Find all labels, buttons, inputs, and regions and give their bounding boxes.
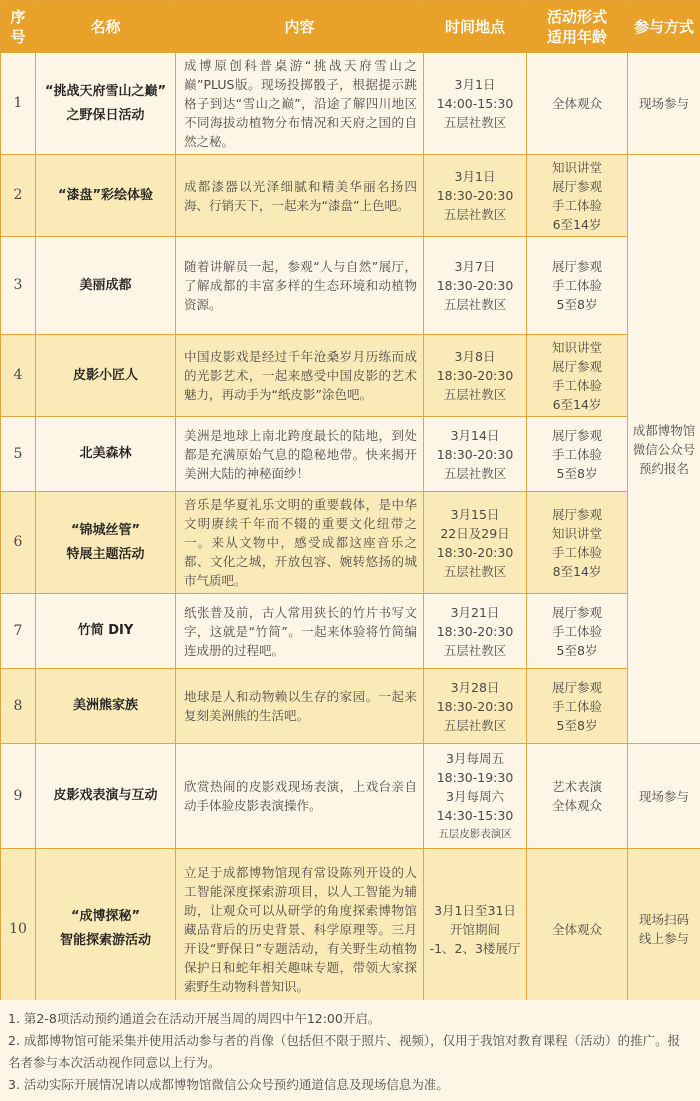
cell-line: 3月1日 — [454, 169, 496, 184]
cell-line: 手工体验 — [551, 698, 602, 714]
cell-line: 现场参与 — [638, 788, 689, 804]
activity-time-location — [424, 237, 527, 335]
participation-mode — [628, 849, 700, 1010]
cell-line: 智能探索游活动 — [59, 933, 151, 948]
row-number: 7 — [1, 594, 36, 669]
cell-line: 手工体验 — [551, 544, 602, 560]
table-row — [1, 155, 700, 237]
activity-form-age — [527, 335, 628, 417]
cell-line: 手工体验 — [551, 197, 602, 213]
activity-time-location — [424, 594, 527, 669]
cell-line: 5至8岁 — [556, 642, 598, 658]
cell-line: 开馆期间 — [449, 921, 500, 937]
activity-content: 音乐是华夏礼乐文明的重要载体，是中华文明赓续千年而不辍的重要文化纽带之一。来从文物中，感受成都这座音乐之都、文化之城，开放包容、婉转悠扬的城市气质吧。 — [176, 492, 424, 594]
activity-time-location — [424, 335, 527, 417]
cell-line: 五层社教区 — [443, 207, 507, 222]
activity-content: 成都漆器以光泽细腻和精美华丽名扬四海、行销天下，一起来为“漆盘”上色吧。 — [176, 155, 424, 237]
cell-line: 皮影小匠人 — [72, 367, 138, 383]
cell-line: 手工体验 — [551, 623, 602, 639]
activity-time-location — [424, 53, 527, 155]
row-number: 5 — [1, 417, 36, 492]
activity-time-location — [424, 417, 527, 492]
row-number: 8 — [1, 669, 36, 744]
activity-name — [36, 744, 176, 849]
activity-form-age — [527, 669, 628, 744]
cell-line: 3月15日 — [450, 506, 500, 522]
activity-name — [36, 237, 176, 335]
cell-line: 手工体验 — [551, 377, 602, 393]
activity-name — [36, 155, 176, 237]
table-row — [1, 53, 700, 155]
row-number: 4 — [1, 335, 36, 417]
cell-line: 3月每周五 — [446, 750, 504, 766]
activity-form-age — [527, 492, 628, 594]
row-number: 1 — [1, 53, 36, 155]
activity-time-location — [424, 744, 527, 849]
activity-form-age — [527, 53, 628, 155]
cell-line: 五层社教区 — [443, 563, 507, 579]
table-row — [1, 744, 700, 849]
cell-line: 8至14岁 — [552, 563, 602, 579]
activity-name — [36, 849, 176, 1010]
cell-line: “漆盘”彩绘体验 — [57, 187, 154, 203]
header-form: 活动形式 适用年龄 — [527, 1, 628, 53]
cell-line: “挑战天府雪山之巅” — [44, 83, 167, 99]
cell-line: 之野保日活动 — [66, 107, 145, 123]
participation-mode — [628, 744, 700, 849]
activity-name — [36, 594, 176, 669]
cell-line: 知识讲堂 — [551, 525, 602, 541]
cell-line: 五层社教区 — [443, 297, 507, 312]
cell-line: “锦城丝管” — [70, 522, 141, 538]
cell-line: 展厅参观 — [551, 427, 602, 443]
cell-line: 手工体验 — [551, 278, 602, 293]
cell-line: 5至8岁 — [556, 717, 598, 733]
cell-line: 展厅参观 — [551, 604, 602, 620]
cell-line: 3月14日 — [450, 427, 500, 443]
cell-line: 艺术表演 — [551, 779, 602, 794]
cell-line: 14:30-15:30 — [436, 807, 514, 823]
cell-line: 展厅参观 — [551, 506, 602, 522]
activity-time-location — [424, 669, 527, 744]
cell-line: 3月1日至31日 — [434, 902, 516, 918]
cell-line: 22日及29日 — [440, 525, 510, 541]
cell-line: 3月28日 — [450, 679, 500, 695]
cell-line: 6至14岁 — [552, 396, 602, 412]
cell-line: 五层社教区 — [443, 717, 507, 733]
header-no: 序 号 — [1, 1, 36, 53]
cell-line: 预约报名 — [638, 460, 689, 476]
cell-line: 全体观众 — [551, 96, 602, 111]
activity-form-age — [527, 237, 628, 335]
cell-line: 现场扫码 — [638, 912, 689, 927]
cell-line: 展厅参观 — [551, 358, 602, 374]
cell-line: 知识讲堂 — [551, 339, 602, 355]
cell-line: 展厅参观 — [551, 259, 602, 274]
note-3: 3. 活动实际开展情况请以成都博物馆微信公众号预约通道信息及现场信息为准。 — [8, 1077, 449, 1092]
cell-line: 18:30-20:30 — [436, 544, 514, 560]
header-time: 时间地点 — [424, 1, 527, 53]
cell-line: 现场参与 — [638, 96, 689, 111]
activity-form-age — [527, 849, 628, 1010]
row-number: 3 — [1, 237, 36, 335]
participation-mode — [628, 53, 700, 155]
cell-line: 5至8岁 — [556, 297, 598, 312]
cell-line: 竹简 DIY — [77, 623, 134, 638]
activity-content: 中国皮影戏是经过千年沧桑岁月历练而成的光影艺术，一起来感受中国皮影的艺术魅力，再动手为“纸皮影”涂色吧。 — [176, 335, 424, 417]
cell-line: 6至14岁 — [552, 216, 602, 232]
table-row — [1, 849, 700, 1010]
cell-line: 北美森林 — [79, 446, 132, 461]
cell-line: 五层皮影表演区 — [438, 827, 512, 840]
row-number: 6 — [1, 492, 36, 594]
row-number: 10 — [1, 849, 36, 1010]
cell-line: 18:30-20:30 — [436, 188, 514, 203]
cell-line: 成都博物馆 — [632, 422, 696, 438]
activity-name — [36, 335, 176, 417]
cell-line: 五层社教区 — [443, 642, 507, 658]
activity-name — [36, 417, 176, 492]
activity-content: 立足于成都博物馆现有常设陈列开设的人工智能深度探索游项目，以人工智能为辅助，让观众可以从研学的角度探索博物馆藏品背后的历史背景、科学原理等。三月开设“野保日”专题活动，有关野生动植物保护日和蛇年相关趣味专题，带领大家探索野生动物科普知识。 — [176, 849, 424, 1010]
activity-form-age — [527, 155, 628, 237]
cell-line: 全体观众 — [551, 798, 602, 813]
table-row — [1, 669, 700, 744]
cell-line: 14:00-15:30 — [436, 96, 514, 111]
participation-mode-wechat — [628, 155, 700, 744]
activity-name — [36, 669, 176, 744]
cell-line: 5至8岁 — [556, 465, 598, 481]
activity-content: 地球是人和动物赖以生存的家园。一起来复刻美洲熊的生活吧。 — [176, 669, 424, 744]
header-content: 内容 — [176, 1, 424, 53]
header-name: 名称 — [36, 1, 176, 53]
cell-line: 3月21日 — [450, 604, 500, 620]
cell-line: 皮影戏表演与互动 — [53, 788, 158, 803]
activity-form-age — [527, 417, 628, 492]
activity-content: 随着讲解员一起，参观“人与自然”展厅，了解成都的丰富多样的生态环境和动植物资源。 — [176, 237, 424, 335]
cell-line: 微信公众号 — [632, 441, 696, 457]
cell-line: 展厅参观 — [551, 679, 602, 695]
cell-line: 美丽成都 — [79, 277, 132, 293]
table-header — [1, 1, 700, 53]
activity-time-location — [424, 849, 527, 1010]
table-row — [1, 335, 700, 417]
cell-line: 18:30-20:30 — [436, 446, 514, 462]
cell-line: 线上参与 — [638, 931, 689, 946]
cell-line: 18:30-20:30 — [436, 698, 514, 714]
activity-content: 纸张普及前，古人常用狭长的竹片书写文字，这就是“竹简”。一起来体验将竹简编连成册的过程吧。 — [176, 594, 424, 669]
cell-line: 3月8日 — [454, 349, 496, 364]
activity-time-location — [424, 492, 527, 594]
row-number: 9 — [1, 744, 36, 849]
table-row — [1, 492, 700, 594]
activity-time-location — [424, 155, 527, 237]
cell-line: -1、2、3楼展厅 — [429, 940, 521, 956]
activity-name — [36, 492, 176, 594]
note-2: 2. 成都博物馆可能采集并使用活动参与者的肖像（包括但不限于照片、视频），仅用于我馆对教育课程（活动）的推广。报名者参与本次活动视作同意以上行为。 — [8, 1033, 681, 1070]
activity-form-age — [527, 594, 628, 669]
activity-content: 成博原创科普桌游“挑战天府雪山之巅”PLUS版。现场投掷骰子，根据提示跳格子到达“雪山之巅”，沿途了解四川地区不同海拔动植物分布情况和天府之国的自然之秘。 — [176, 53, 424, 155]
cell-line: “成博探秘” — [70, 909, 141, 924]
cell-line: 3月1日 — [454, 77, 496, 92]
row-number: 2 — [1, 155, 36, 237]
table-row — [1, 417, 700, 492]
cell-line: 特展主题活动 — [66, 546, 145, 562]
cell-line: 3月每周六 — [446, 788, 504, 804]
activity-content: 欣赏热闹的皮影戏现场表演，上戏台亲自动手体验皮影表演操作。 — [176, 744, 424, 849]
cell-line: 知识讲堂 — [551, 159, 602, 175]
cell-line: 五层社教区 — [443, 465, 507, 481]
activity-form-age — [527, 744, 628, 849]
cell-line: 18:30-20:30 — [436, 368, 514, 383]
cell-line: 18:30-20:30 — [436, 278, 514, 293]
note-1: 1. 第2-8项活动预约通道会在活动开展当周的周四中午12:00开启。 — [8, 1011, 381, 1026]
activity-content: 美洲是地球上南北跨度最长的陆地，到处都是充满原始气息的隐秘地带。快来揭开美洲大陆的神秘面纱！ — [176, 417, 424, 492]
cell-line: 手工体验 — [551, 446, 602, 462]
cell-line: 五层社教区 — [443, 115, 507, 130]
notes — [0, 1000, 700, 1101]
cell-line: 美洲熊家族 — [72, 698, 138, 713]
activity-name — [36, 53, 176, 155]
cell-line: 五层社教区 — [443, 387, 507, 402]
table-row — [1, 237, 700, 335]
cell-line: 展厅参观 — [551, 178, 602, 194]
header-mode: 参与方式 — [628, 1, 700, 53]
table-row — [1, 594, 700, 669]
cell-line: 3月7日 — [454, 259, 496, 274]
cell-line: 全体观众 — [551, 921, 602, 937]
cell-line: 18:30-19:30 — [436, 769, 514, 785]
cell-line: 18:30-20:30 — [436, 623, 514, 639]
